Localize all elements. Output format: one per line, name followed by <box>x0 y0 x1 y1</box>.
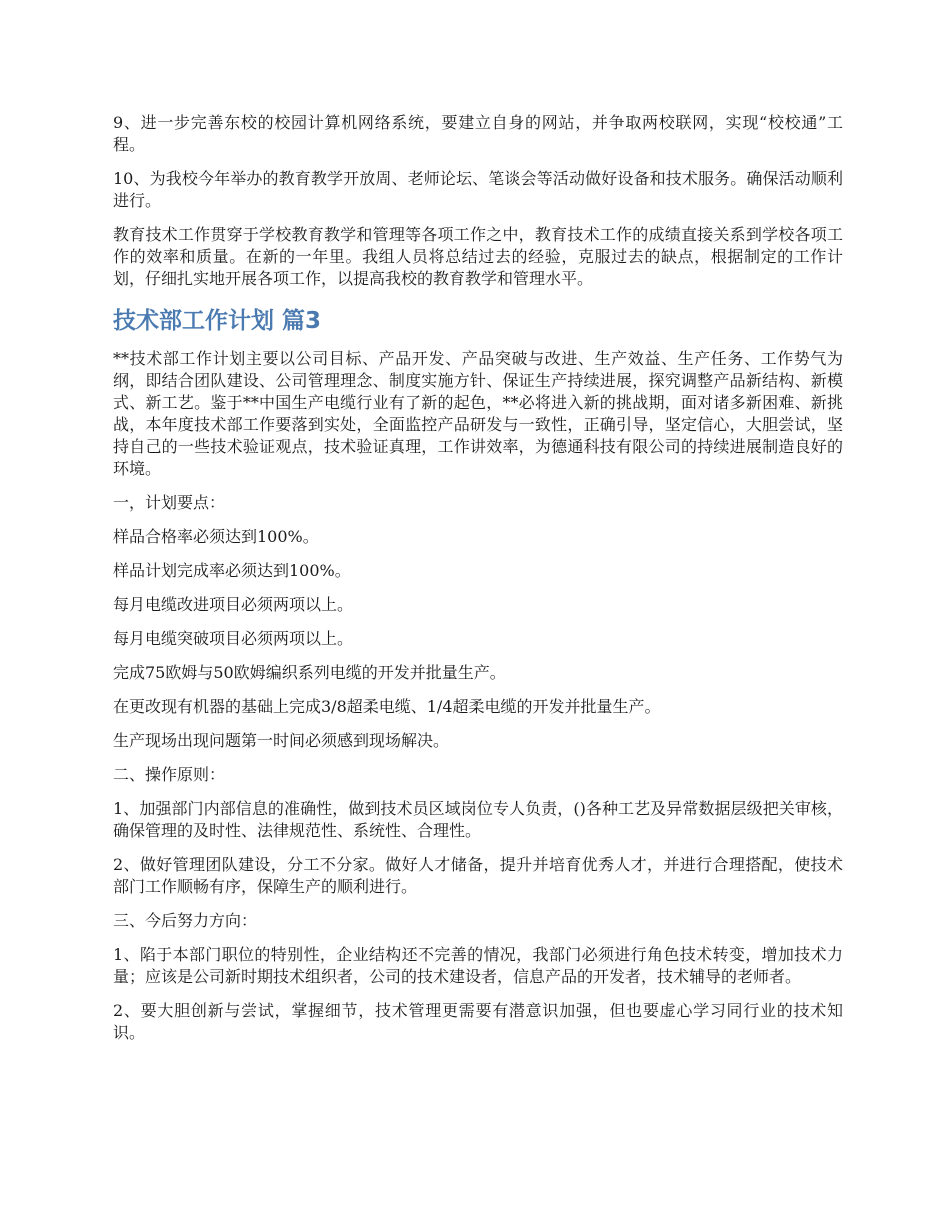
section-heading: 技术部工作计划 篇3 <box>113 308 322 334</box>
list-item: 完成75欧姆与50欧姆编织系列电缆的开发并批量生产。 <box>113 663 506 682</box>
paragraph-summary: 教育技术工作贯穿于学校教育教学和管理等各项工作之中，教育技术工作的成绩直接关系到学校各项工作的效率和质量。在新的一年里。我组人员将总结过去的经验，克服过去的缺点，根据制定的工作计划，仔细扎实地开展各项工作，以提高我校的教育教学和管理水平。 <box>113 225 843 288</box>
subheading-principles: 二、操作原则： <box>113 765 226 784</box>
paragraph-direction-2: 2、要大胆创新与尝试，掌握细节，技术管理更需要有潜意识加强，但也要虚心学习同行业的技术知识。 <box>113 1001 843 1042</box>
paragraph-item-10: 10、为我校今年举办的教育教学开放周、老师论坛、笔谈会等活动做好设备和技术服务。确保活动顺利进行。 <box>113 169 843 210</box>
subheading-direction: 三、今后努力方向： <box>113 911 258 930</box>
list-item: 生产现场出现问题第一时间必须感到现场解决。 <box>113 731 450 750</box>
paragraph-principle-1: 1、加强部门内部信息的准确性，做到技术员区域岗位专人负责，()各种工艺及异常数据层级把关审核，确保管理的及时性、法律规范性、系统性、合理性。 <box>113 799 843 840</box>
list-item: 每月电缆改进项目必须两项以上。 <box>113 595 354 614</box>
list-item: 每月电缆突破项目必须两项以上。 <box>113 629 354 648</box>
list-item: 样品合格率必须达到100%。 <box>113 527 319 546</box>
document-page <box>113 112 843 1056</box>
list-item: 样品计划完成率必须达到100%。 <box>113 561 351 580</box>
subheading-plan-points: 一，计划要点： <box>113 493 226 512</box>
paragraph-principle-2: 2、做好管理团队建设，分工不分家。做好人才储备，提升并培育优秀人才，并进行合理搭配，使技术部门工作顺畅有序，保障生产的顺利进行。 <box>113 855 843 896</box>
paragraph-item-9: 9、进一步完善东校的校园计算机网络系统，要建立自身的网站，并争取两校联网，实现“校校通”工程。 <box>113 113 843 154</box>
paragraph-direction-1: 1、陷于本部门职位的特别性，企业结构还不完善的情况，我部门必须进行角色技术转变，增加技术力量；应该是公司新时期技术组织者，公司的技术建设者，信息产品的开发者，技术辅导的老师者。 <box>113 945 843 986</box>
list-item: 在更改现有机器的基础上完成3/8超柔电缆、1/4超柔电缆的开发并批量生产。 <box>113 697 661 716</box>
paragraph-intro: **技术部工作计划主要以公司目标、产品开发、产品突破与改进、生产效益、生产任务、工作势气为纲，即结合团队建设、公司管理理念、制度实施方针、保证生产持续进展，探究调整产品新结构、新模式、新工艺。鉴于**中国生产电缆行业有了新的起色，**必将进入新的挑战期，面对诸多新困难、新挑战，本年度技术部工作要落到实处，全面监控产品研发与一致性，正确引导，坚定信心，大胆尝试，坚持自己的一些技术验证观点，技术验证真理，工作讲效率，为德通科技有限公司的持续进展制造良好的环境。 <box>113 349 843 478</box>
